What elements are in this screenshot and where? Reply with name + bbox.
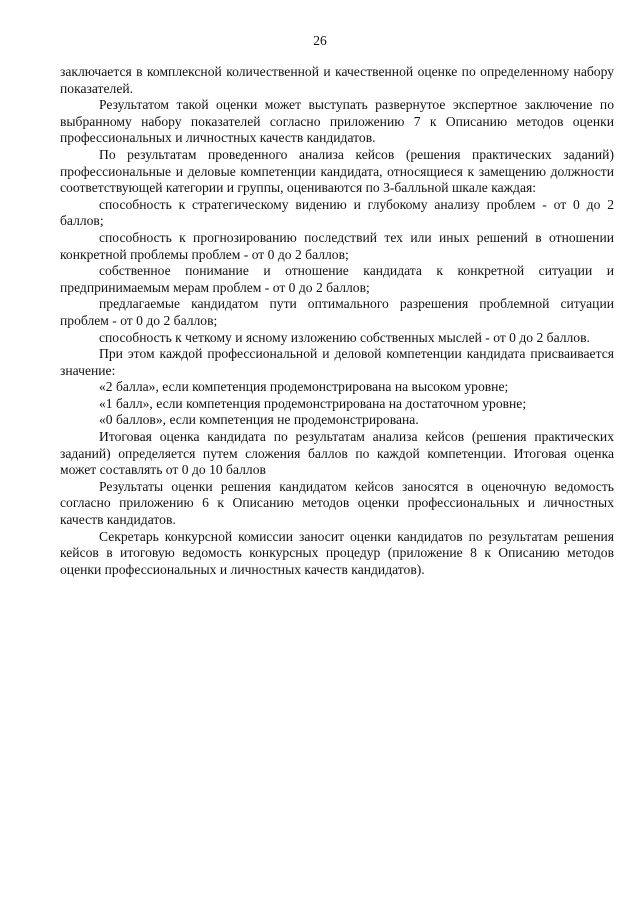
paragraph-continuation: заключается в комплексной количественной и качественной оценке по определенному набору показателей. (60, 64, 614, 96)
paragraph-results-sheet: Результаты оценки решения кандидатом кейсов заносятся в оценочную ведомость согласно приложению 6 к Описанию методов оценки профессиональных и личностных качеств кандидатов. (60, 478, 614, 528)
list-item-clear-expression: способность к четкому и ясному изложению собственных мыслей - от 0 до 2 баллов. (99, 329, 590, 345)
score-item-0: «0 баллов», если компетенция не продемонстрирована. (99, 412, 419, 428)
document-body (60, 64, 614, 578)
paragraph-secretary: Секретарь конкурсной комиссии заносит оценки кандидатов по результатам решения кейсов в итоговую ведомость конкурсных процедур (приложение 8 к Описанию методов оценки профессиональных и личностных качеств кандидатов). (60, 528, 614, 577)
list-item-own-understanding: собственное понимание и отношение кандидата к конкретной ситуации и предпринимаемым мерам проблем - от 0 до 2 баллов; (60, 263, 614, 295)
list-item-forecasting: способность к прогнозированию последствий тех или иных решений в отношении конкретной проблемы проблем - от 0 до 2 баллов; (60, 229, 614, 262)
page-number: 26 (313, 33, 327, 48)
paragraph-scoring-values: При этом каждой профессиональной и деловой компетенции кандидата присваивается значение: (60, 346, 614, 378)
list-item-strategic-vision: способность к стратегическому видению и глубокому анализу проблем - от 0 до 2 баллов; (60, 196, 614, 229)
paragraph-final-score: Итоговая оценка кандидата по результатам анализа кейсов (решения практических заданий) определяется путем сложения баллов по каждой компетенции. Итоговая оценка может составлять от 0 до 10 баллов (60, 429, 614, 478)
list-item-optimal-resolution: предлагаемые кандидатом пути оптимального разрешения проблемной ситуации проблем - от 0 до 2 баллов; (60, 296, 614, 328)
score-item-1: «1 балл», если компетенция продемонстрирована на достаточном уровне; (99, 395, 527, 411)
score-item-2: «2 балла», если компетенция продемонстрирована на высоком уровне; (99, 379, 509, 395)
paragraph-expert-conclusion: Результатом такой оценки может выступать развернутое экспертное заключение по выбранному набору показателей согласно приложению 7 к Описанию методов оценки профессиональных и личностных качеств кандидатов. (60, 97, 614, 146)
paragraph-case-analysis: По результатам проведенного анализа кейсов (решения практических заданий) профессиональные и деловые компетенции кандидата, относящиеся к замещению должности соответствующей категории и группы, оцениваются по 3-балльной шкале каждая: (60, 146, 614, 196)
